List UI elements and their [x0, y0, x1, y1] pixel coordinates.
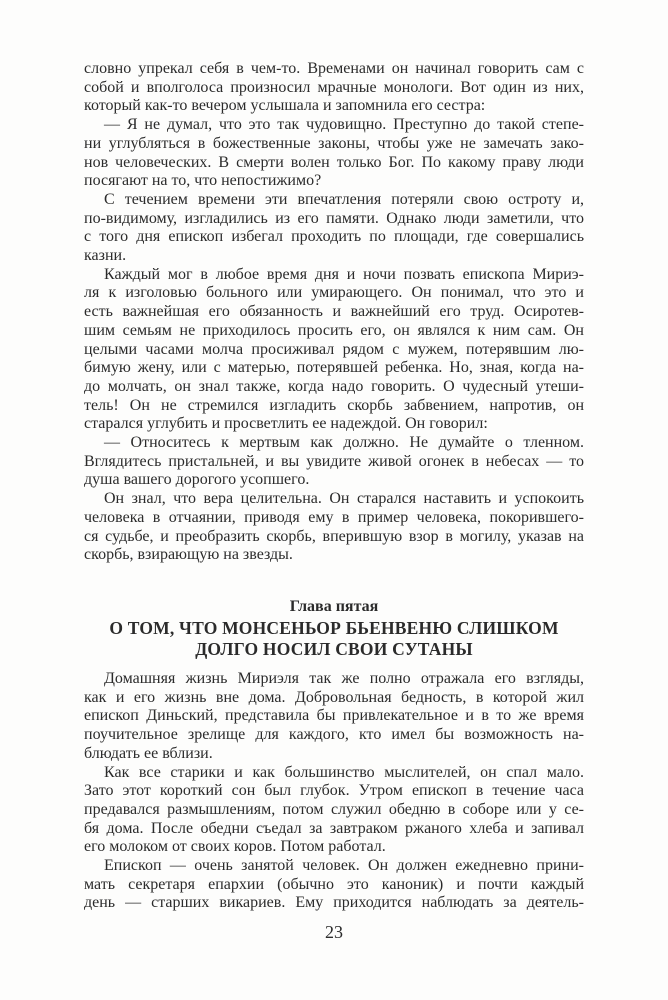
text-line: посягают на то, что непостижимо? — [84, 172, 322, 190]
text-line: словно упрекал себя в чем-то. Временами он начинал говорить сам с — [84, 60, 584, 77]
text-line: бя дома. После обедни съедал за завтраком ржаного хлеба и запивал — [84, 819, 584, 837]
paragraphs-after-heading — [84, 670, 584, 913]
text-line: Каждый мог в любое время дня и ночи позвать епископа Мириэ- — [104, 265, 584, 283]
text-line: — Относитесь к мертвым как должно. Не думайте о тленном. — [104, 434, 584, 452]
text-line: Епископ — очень занятой человек. Он должен ежедневно прини- — [104, 857, 584, 875]
text-line: ся судьбе, и преобразить скорбь, вперившую взор в могилу, указав на — [84, 527, 584, 545]
chapter-heading — [84, 596, 584, 660]
text-line: день — старших викариев. Ему приходится наблюдать за деятель- — [84, 894, 584, 912]
text-line: Домашняя жизнь Мириэля так же полно отражала его взгляды, — [104, 669, 584, 687]
chapter-title-line: ДОЛГО НОСИЛ СВОИ СУТАНЫ — [195, 638, 473, 659]
text-line: до молчать, он знал также, когда надо говорить. О чудесный утеши- — [84, 377, 584, 395]
text-line: по-видимому, изгладились из его памяти. Однако люди заметили, что — [84, 209, 584, 227]
text-line: С течением времени эти впечатления потеряли свою остроту и, — [104, 190, 584, 208]
text-line: Как все старики и как большинство мыслителей, он спал мало. — [104, 763, 584, 781]
text-line: блюдать ее вблизи. — [84, 744, 213, 762]
text-line: Вглядитесь пристальней, и вы увидите живой огонек в небесах — то — [84, 452, 584, 470]
text-line: есть важнейшая его обязанность и важнейший его труд. Осиротев- — [84, 303, 584, 321]
chapter-number: Глава пятая — [289, 597, 379, 615]
chapter-title-line: О ТОМ, ЧТО МОНСЕНЬОР БЬЕНВЕНЮ СЛИШКОМ — [109, 617, 559, 638]
text-line: с того дня епископ избегал проходить по площади, где совершались — [84, 228, 584, 246]
text-line: как и его жизнь вне дома. Добровольная бедность, в которой жил — [84, 688, 584, 706]
text-line: шим семьям не приходилось просить его, он являлся к ним сам. Он — [84, 321, 584, 339]
text-line: Он знал, что вера целительна. Он старался наставить и успокоить — [104, 490, 584, 508]
text-line: собой и вполголоса произносил мрачные монологи. Вот один из них, — [84, 78, 584, 96]
text-line: нов человеческих. В смерти волен только Бог. По какому праву люди — [84, 153, 584, 171]
text-line: казни. — [84, 247, 127, 265]
text-line: душа вашего дорогого усопшего. — [84, 471, 310, 489]
text-line: старался углубить и просветлить ее надеждой. Он говорил: — [84, 415, 488, 433]
text-line: человека в отчаянии, приводя ему в пример человека, покорившего- — [84, 508, 584, 526]
text-line: поучительное зрелище для каждого, кто имел бы возможность на- — [84, 726, 584, 744]
text-line: ни углубляться в божественные законы, чтобы уже не замечать зако- — [84, 134, 584, 152]
text-line: который как-то вечером услышала и запомнила его сестра: — [84, 97, 486, 115]
text-line: скорбь, взирающую на звезды. — [84, 546, 293, 564]
paragraphs-before-heading — [84, 60, 584, 565]
text-line: ля к изголовью больного или умирающего. Он понимал, что это и — [84, 284, 584, 302]
text-line: Зато этот короткий сон был глубок. Утром епископ в течение часа — [84, 782, 584, 800]
text-line: мать секретаря епархии (обычно это каноник) и почти каждый — [84, 875, 584, 893]
text-line: — Я не думал, что это так чудовищно. Преступно до такой степе- — [104, 116, 584, 134]
text-line: целыми часами молча просиживал рядом с мужем, потерявшим лю- — [84, 340, 584, 358]
text-column — [84, 60, 584, 913]
text-line: тель! Он не стремился изгладить скорбь забвением, напротив, он — [84, 396, 584, 414]
text-line: его молоком от своих коров. Потом работал. — [84, 838, 386, 856]
page-number: 23 — [325, 922, 343, 942]
text-line: предавался размышлениям, потом служил обедню в соборе или у се- — [84, 800, 584, 818]
text-line: бимую жену, или с матерью, потерявшей ребенка. Но, зная, когда на- — [84, 359, 584, 377]
text-line: епископ Диньский, представила бы привлекательное и в то же время — [84, 707, 584, 725]
